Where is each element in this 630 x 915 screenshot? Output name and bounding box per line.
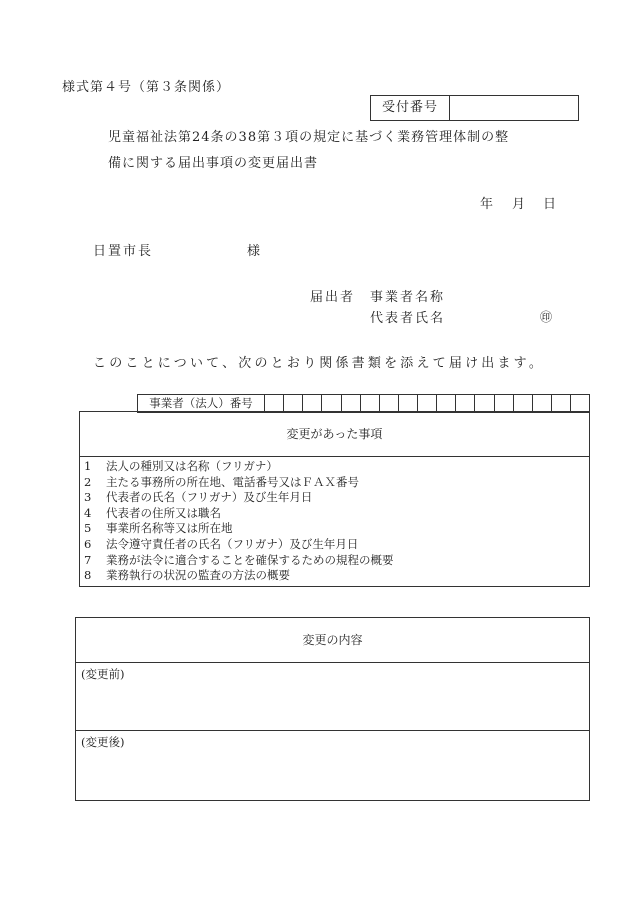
- receipt-number-label: 受付番号: [371, 96, 450, 120]
- business-number-digit[interactable]: [265, 395, 284, 412]
- document-title-line2: 備に関する届出事項の変更届出書: [108, 156, 319, 171]
- after-change-label: (変更後): [81, 735, 125, 749]
- date-month: 月: [512, 197, 527, 212]
- business-number-digit[interactable]: [571, 395, 589, 412]
- item-number: 6: [84, 536, 92, 551]
- changed-items-table: [79, 411, 590, 587]
- item-number: 3: [84, 490, 92, 505]
- addressee-name: 日置市長: [93, 244, 154, 259]
- document-title-line1: 児童福祉法第24条の38第３項の規定に基づく業務管理体制の整: [108, 130, 510, 145]
- item-text: 主たる事務所の所在地、電話番号又はＦＡＸ番号: [106, 474, 359, 489]
- business-number-digit[interactable]: [437, 395, 456, 412]
- item-text: 代表者の氏名（フリガナ）及び生年月日: [106, 490, 313, 505]
- business-name-label: 事業者名称: [370, 290, 446, 305]
- before-change-label: (変更前): [81, 667, 125, 681]
- change-content-table: [75, 617, 590, 801]
- item-number: 8: [84, 568, 92, 583]
- business-number-digit[interactable]: [322, 395, 341, 412]
- list-item[interactable]: [84, 521, 589, 537]
- list-item[interactable]: [84, 475, 589, 491]
- business-number-digit[interactable]: [284, 395, 303, 412]
- business-number-digit[interactable]: [552, 395, 571, 412]
- item-text: 法人の種別又は名称（フリガナ）: [106, 459, 278, 473]
- item-text: 業務が法令に適合することを確保するための規程の概要: [106, 552, 394, 567]
- list-item[interactable]: [84, 506, 589, 522]
- item-text: 業務執行の状況の監査の方法の概要: [106, 568, 290, 583]
- business-number-digit[interactable]: [514, 395, 533, 412]
- before-change-field[interactable]: [76, 663, 589, 731]
- changed-items-list: [80, 457, 589, 584]
- list-item[interactable]: [84, 553, 589, 569]
- addressee-suffix: 様: [247, 244, 262, 259]
- business-number-label: 事業者（法人）番号: [138, 395, 265, 412]
- item-text: 法令遵守責任者の氏名（フリガナ）及び生年月日: [106, 536, 359, 551]
- business-number-digit[interactable]: [456, 395, 475, 412]
- after-change-field[interactable]: [76, 731, 589, 798]
- list-item[interactable]: [84, 459, 589, 475]
- item-number: 4: [84, 505, 92, 520]
- changed-items-header: 変更があった事項: [80, 412, 589, 457]
- date-year: 年: [480, 197, 495, 212]
- business-number-digit[interactable]: [380, 395, 399, 412]
- change-content-header: 変更の内容: [76, 618, 589, 663]
- business-number-digit[interactable]: [418, 395, 437, 412]
- business-number-digit[interactable]: [303, 395, 322, 412]
- business-number-digit[interactable]: [533, 395, 552, 412]
- item-number: 5: [84, 521, 92, 536]
- business-number-digit[interactable]: [342, 395, 361, 412]
- list-item[interactable]: [84, 568, 589, 584]
- representative-name-label: 代表者氏名: [370, 311, 446, 326]
- list-item[interactable]: [84, 490, 589, 506]
- form-number: 様式第４号（第３条関係）: [62, 80, 231, 95]
- applicant-label: 届出者: [310, 290, 356, 305]
- item-number: 7: [84, 552, 92, 567]
- business-number-digit[interactable]: [495, 395, 514, 412]
- receipt-number-box: [370, 95, 579, 121]
- item-text: 事業所名称等又は所在地: [106, 521, 233, 536]
- seal-mark: ㊞: [540, 310, 553, 324]
- item-number: 1: [84, 459, 92, 473]
- business-number-digit[interactable]: [475, 395, 494, 412]
- item-number: 2: [84, 474, 92, 489]
- list-item[interactable]: [84, 537, 589, 553]
- date-day: 日: [543, 197, 558, 212]
- item-text: 代表者の住所又は職名: [106, 505, 221, 520]
- business-number-digit[interactable]: [399, 395, 418, 412]
- intro-sentence: このことについて、次のとおり関係書類を添えて届け出ます。: [93, 356, 546, 371]
- business-number-digit[interactable]: [361, 395, 380, 412]
